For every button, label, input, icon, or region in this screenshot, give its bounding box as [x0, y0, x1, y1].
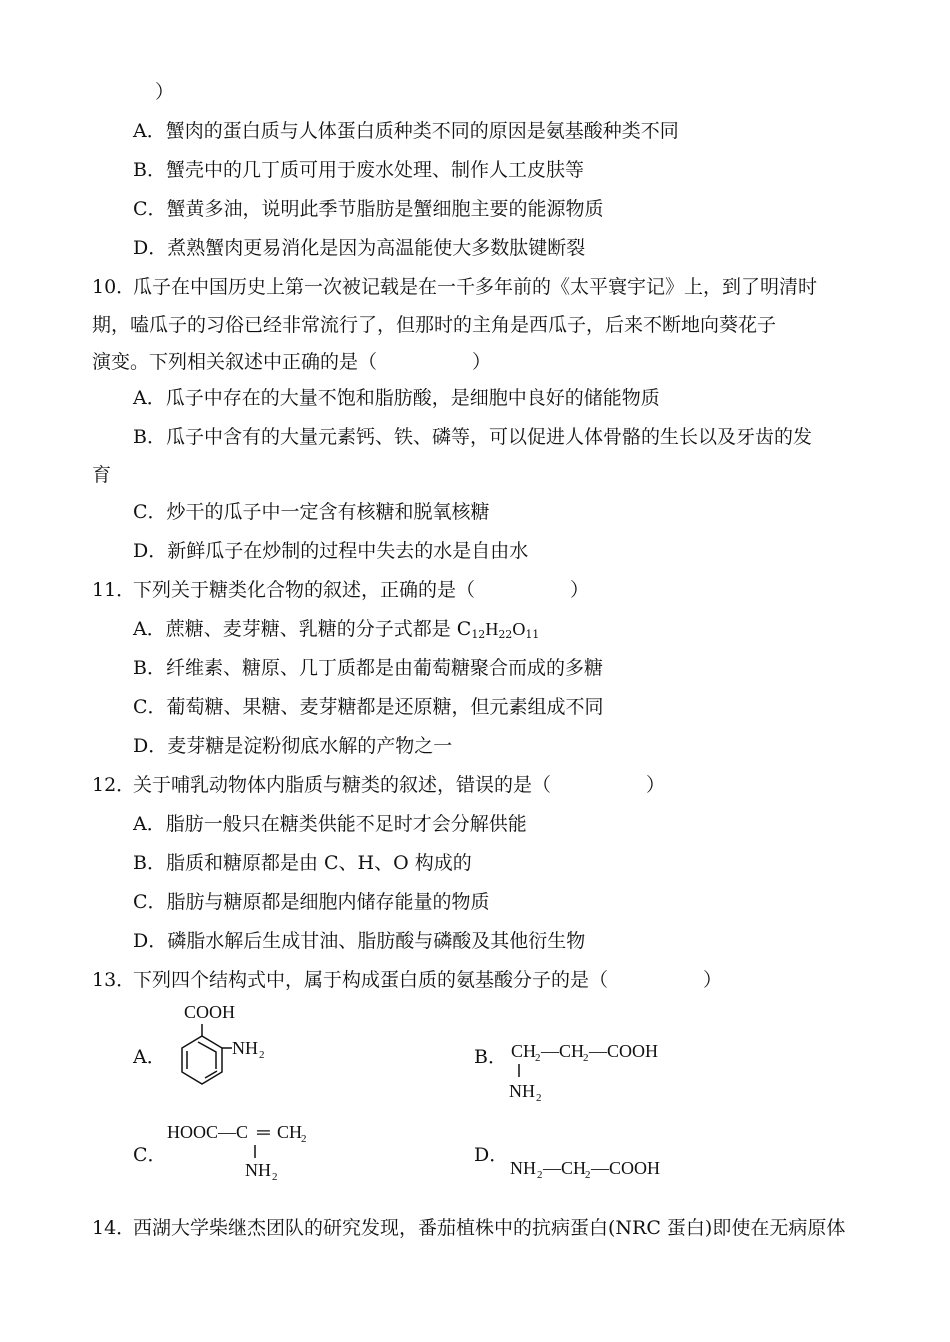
- q13-b-nh-sub: 2: [536, 1092, 542, 1104]
- q13-a-nh-text: NH: [232, 1038, 258, 1058]
- q13-b-ch2-text: CH: [511, 1041, 537, 1061]
- q10-stem-line-3: 演变。下列相关叙述中正确的是（ ）: [92, 351, 492, 373]
- q13-d-ch-sub: 2: [585, 1169, 591, 1181]
- q12-option-c: C．脂肪与糖原都是细胞内储存能量的物质: [133, 891, 490, 913]
- q13-c-double-bond: ═: [257, 1122, 270, 1142]
- q13-number: 13．: [92, 969, 136, 991]
- q10-stem-line-1: 瓜子在中国历史上第一次被记载是在一千多年前的《太平寰宇记》上，到了明清时: [133, 276, 818, 298]
- q13-option-a-label: A．: [133, 1046, 166, 1068]
- q10-option-a: A．瓜子中存在的大量不饱和脂肪酸，是细胞中良好的储能物质: [133, 387, 660, 409]
- q13-b-bond-text: —: [541, 1041, 559, 1061]
- q13-c-nh-sub: 2: [272, 1171, 278, 1183]
- q13-structure-d: [508, 1152, 708, 1186]
- q13-stem: 下列四个结构式中，属于构成蛋白质的氨基酸分子的是（ ）: [133, 969, 723, 991]
- q11-option-c: C．葡萄糖、果糖、麦芽糖都是还原糖，但元素组成不同: [133, 696, 604, 718]
- q10-number: 10．: [92, 276, 136, 298]
- q11-stem: 下列关于糖类化合物的叙述，正确的是（ ）: [133, 579, 590, 601]
- q13-d-cooh-text: —COOH: [591, 1158, 661, 1178]
- q10-option-c: C．炒干的瓜子中一定含有核糖和脱氧核糖: [133, 501, 490, 523]
- q10-option-b-wrap: 育: [92, 464, 112, 486]
- q9-option-b: B．蟹壳中的几丁质可用于废水处理、制作人工皮肤等: [133, 159, 584, 181]
- q11-number: 11．: [92, 579, 136, 601]
- q11-formula-sub-c: 12: [471, 628, 486, 641]
- q13-a-cooh-text: COOH: [184, 1002, 236, 1022]
- q11-option-a: [133, 617, 539, 641]
- q11-formula-sub-h: 22: [498, 628, 513, 641]
- q9-option-a: A．蟹肉的蛋白质与人体蛋白质种类不同的原因是氨基酸种类不同: [133, 120, 679, 142]
- q11-option-a-text: A．蔗糖、麦芽糖、乳糖的分子式都是 C: [133, 618, 472, 640]
- q10-option-b: B．瓜子中含有的大量元素钙、铁、磷等，可以促进人体骨骼的生长以及牙齿的发: [133, 426, 812, 448]
- q9-option-d: D．煮熟蟹肉更易消化是因为高温能使大多数肽键断裂: [133, 237, 586, 259]
- q13-structure-c: [165, 1116, 335, 1186]
- q13-option-d-label: D．: [474, 1144, 509, 1166]
- q13-b-ch-text: CH: [559, 1041, 585, 1061]
- q13-a-nh-sub: 2: [259, 1049, 265, 1061]
- q13-c-ch2-sub: 2: [301, 1133, 307, 1145]
- q11-formula-o: O: [512, 619, 526, 639]
- q12-option-a: A．脂肪一般只在糖类供能不足时才会分解供能: [133, 813, 527, 835]
- q12-number: 12．: [92, 774, 136, 796]
- q13-c-nh-text: NH: [245, 1160, 271, 1180]
- q12-stem: 关于哺乳动物体内脂质与糖类的叙述，错误的是（ ）: [133, 774, 666, 796]
- q13-b-nh-text: NH: [509, 1081, 535, 1101]
- q13-b-ch2-sub: 2: [535, 1052, 541, 1064]
- q12-option-b: B．脂质和糖原都是由 C、H、O 构成的: [133, 852, 472, 874]
- q10-stem-line-2: 期，嗑瓜子的习俗已经非常流行了，但那时的主角是西瓜子，后来不断地向葵花子: [92, 314, 777, 336]
- q13-d-ch-text: —CH: [543, 1158, 587, 1178]
- q9-stem-tail: ）: [155, 81, 175, 103]
- q13-structure-a: [160, 998, 290, 1108]
- q13-b-cooh-text: —COOH: [589, 1041, 659, 1061]
- q11-formula-h: H: [485, 619, 499, 639]
- q13-a-ring-inner-1: [198, 1042, 216, 1069]
- q11-option-b: B．纤维素、糖原、几丁质都是由葡萄糖聚合而成的多糖: [133, 657, 603, 679]
- q9-option-c: C．蟹黄多油，说明此季节脂肪是蟹细胞主要的能源物质: [133, 198, 604, 220]
- q13-c-hooc-text: HOOC—C: [167, 1122, 249, 1142]
- q13-c-ch2-text: CH: [277, 1122, 303, 1142]
- q13-b-ch-sub: 2: [583, 1052, 589, 1064]
- q13-d-nh-sub: 2: [537, 1169, 543, 1181]
- q13-option-b-label: B．: [474, 1046, 507, 1068]
- q10-option-d: D．新鲜瓜子在炒制的过程中失去的水是自由水: [133, 540, 529, 562]
- q12-option-d: D．磷脂水解后生成甘油、脂肪酸与磷酸及其他衍生物: [133, 930, 586, 952]
- q13-structure-b: [505, 1035, 705, 1105]
- q14-number: 14．: [92, 1217, 136, 1239]
- q13-option-c-label: C．: [133, 1144, 167, 1166]
- q14-stem: 西湖大学柴继杰团队的研究发现，番茄植株中的抗病蛋白(NRC 蛋白)即使在无病原体: [133, 1217, 846, 1239]
- q11-formula-sub-o: 11: [525, 628, 540, 641]
- q13-d-nh-text: NH: [510, 1158, 536, 1178]
- q11-option-d: D．麦芽糖是淀粉彻底水解的产物之一: [133, 735, 453, 757]
